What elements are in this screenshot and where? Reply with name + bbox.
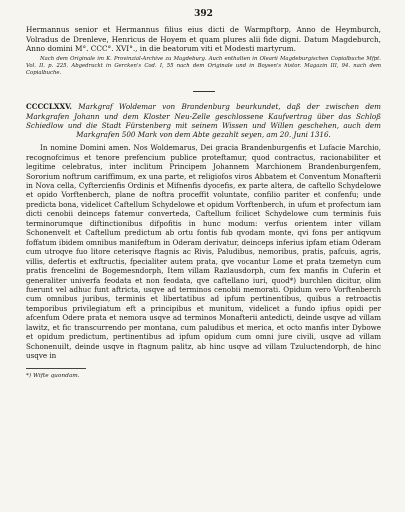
document-number: CCCCLXXV. xyxy=(26,102,72,112)
source-note: Nach dem Originale im K. Provinzial-Archive zu Magdeburg. Auch enthalten in Olearii Magdeburgischen Copialbuche Mfpt. Vol. II. p. 225. Abgedruckt in Gercken's Cod. I, 55 nach dem Originale und in Boysen's histor. Magazin III, 94. nach dem Copialbuche. xyxy=(26,55,381,77)
document-summary: Markgraf Woldemar von Brandenburg beurkundet, daß der zwischen dem Markgrafen Johann und dem Kloster Neu-Zelle geschlossene Kaufvertrag über das Schloß Schiedlow und die Stadt Fürstenberg mit seinem Wissen und Willen geschehen, auch dem Markgrafen 500 Mark von dem Abte gezahlt seyen, am 20. Juni 1316. xyxy=(26,102,381,139)
section-divider xyxy=(193,91,215,92)
closing-paragraph: Hermannus senior et Hermannus filius eius dicti de Warmpftorp, Anno de Heymburch, Volradus de Drenleve, Henricus de Hoyem et quam plures alii fide digni. Datum Magdeburch, Anno domini M°. CCC°. XVI°., in die beatorum viti et Modesti martyrum. xyxy=(26,25,381,54)
document-body: In nomine Domini amen. Nos Woldemarus, Dei gracia Brandenburgenfis et Lufacie Marchio, recognofcimus et tenore prefencium publice proteftamur, quod contractus, racionabiliter et legitime celebratus, inter inclitum Principem Johannem Marchionem Brandenburgenfem, Sororium noftrum cariffimum, ex una parte, et religiofos viros Abbatem et Conventum Monafterii in Nova cella, Cyftercienfis Ordinis et Mifnenfis dyocefis, ex parte altera, de caftello Schydelowe et opido Vorftenberch, plane de noftra proceffit voluntate, confilio pariter et confenfu; unde predicta bona, videlicet Caftellum Schydelowe et opidum Vorftenberch, in ufum et profectum iam dicti cenobii deinceps fatemur converteda, Caftellum fcilicet Schydelowe cum terminis fuis terminorumque diftinctionibus difpofitis in hunc modum: verfus orientem inter villam Schonenvelt et Caftellum predictum ab ortu fontis fub qvodam monte, qvi fons per antiqvum foffatum ibidem omnibus manifeftum in Oderam derivatur, deinceps inferius ipfam etiam Oderam cum utroqve fuo litore ceterisqve ftagnis ac Rivis, Paludibus, nemoribus, pratis, pafcuis, agris, villis, defertis et exftructis, fpecialiter autem prata, qve vocantur Lome et prata tzemetyn cum pratis frencelini de Bogemesndorph, Item villam Razlausdorph, cum fex manfis in Cuferin et generaliter univerfa feodata et non feodata, qve caftellano iuri, quod*) burchlen dicitur, olim fuerunt vel adhuc funt aftricta, usqve ad terminos cenobii memorati. Opidum vero Vorftenberch cum omnibus juribus, terminis et libertatibus ad ipfum pertinentibus, quibus a retroactis temporibus privilegiatum eft a principibus et munitum, videlicet a fundo ipfius opidi per afcenfum Odere prata et nemora usqve ad terminos Monafterii antedicti, deinde usqve ad villam lawitz, et fic transcurrendo per montana, cum paludibus et merica, et octo manfis inter Dybowe et opidum predictum, pertinentibus ad ipfum opidum cum omni jure civili, usqve ad villam Schonenuilt, deinde usqve in ftagnum palitz, ab hinc usqve ad villam Tzuluctendorph, de hinc usqve in xyxy=(26,143,381,361)
footnote-rule xyxy=(26,368,86,369)
document-heading xyxy=(26,102,381,139)
footnote: *) Wifte quondam. xyxy=(26,372,80,379)
page-number: 392 xyxy=(194,9,213,19)
